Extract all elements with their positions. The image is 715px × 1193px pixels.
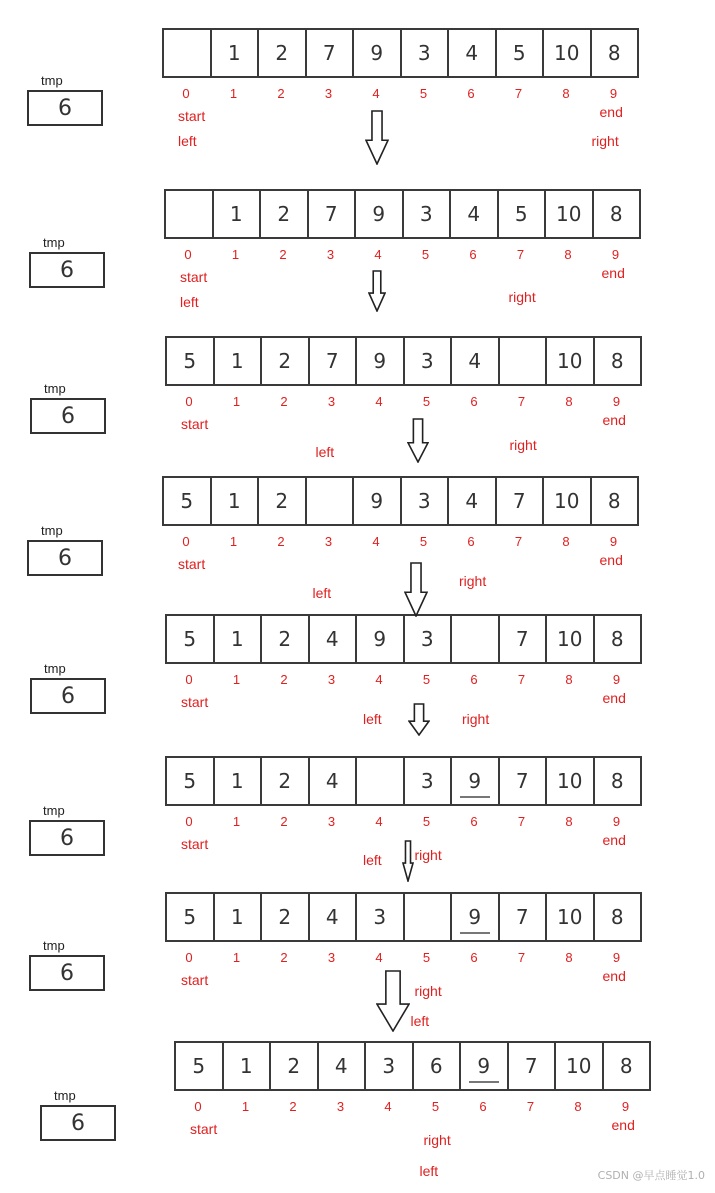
watermark: CSDN @早点睡觉1.0 (597, 1169, 705, 1182)
array-cell-5: 3 (400, 28, 450, 78)
array-cell-0: 5 (162, 476, 212, 526)
array-cell-9: 8 (602, 1041, 652, 1091)
index-label-9: 9 (612, 394, 621, 409)
array-cell-8: 10 (554, 1041, 604, 1091)
array-cell-0 (164, 189, 214, 239)
array-cell-6: 4 (450, 336, 500, 386)
array-row (165, 614, 642, 664)
array-cell-6: 4 (447, 28, 497, 78)
index-label-0: 0 (182, 534, 190, 549)
index-label-1: 1 (229, 534, 238, 549)
tmp-label: tmp (43, 235, 65, 250)
index-label-5: 5 (422, 950, 431, 965)
array-cell-5: 3 (403, 614, 453, 664)
tmp-box: 6 (27, 90, 103, 126)
array-cell-3: 7 (305, 28, 355, 78)
index-label-7: 7 (526, 1099, 535, 1114)
array-cell-9: 8 (593, 614, 643, 664)
array-cell-1: 1 (213, 892, 263, 942)
start-label: start (178, 556, 206, 572)
array-row (165, 892, 642, 942)
index-label-4: 4 (375, 672, 383, 687)
index-label-3: 3 (324, 86, 333, 101)
array-cell-4: 3 (364, 1041, 414, 1091)
array-row (165, 756, 642, 806)
right-pointer-label: right (423, 1132, 451, 1148)
array-cell-5: 3 (402, 189, 452, 239)
index-label-9: 9 (612, 950, 621, 965)
left-pointer-label: left (315, 444, 335, 460)
index-label-6: 6 (470, 950, 478, 965)
index-label-3: 3 (324, 534, 333, 549)
start-label: start (181, 836, 209, 852)
index-label-9: 9 (609, 534, 618, 549)
array-cell-9: 8 (593, 756, 643, 806)
array-cell-1: 1 (212, 189, 262, 239)
index-label-3: 3 (327, 950, 336, 965)
index-label-7: 7 (517, 672, 526, 687)
index-label-5: 5 (431, 1099, 440, 1114)
index-label-6: 6 (470, 814, 478, 829)
left-pointer-label: left (410, 1013, 430, 1029)
index-label-9: 9 (609, 86, 618, 101)
index-label-2: 2 (289, 1099, 297, 1114)
index-label-5: 5 (422, 672, 431, 687)
index-label-9: 9 (612, 672, 621, 687)
index-label-8: 8 (565, 394, 573, 409)
index-label-1: 1 (231, 247, 240, 262)
index-label-3: 3 (327, 394, 336, 409)
tmp-label: tmp (43, 803, 65, 818)
end-label: end (602, 832, 626, 848)
array-cell-8: 10 (545, 336, 595, 386)
index-label-1: 1 (229, 86, 238, 101)
end-label: end (602, 412, 626, 428)
tmp-box: 6 (29, 820, 105, 856)
index-label-5: 5 (422, 814, 431, 829)
array-cell-2: 2 (259, 189, 309, 239)
tmp-box: 6 (29, 252, 105, 288)
index-label-3: 3 (327, 814, 336, 829)
array-cell-5: 3 (403, 756, 453, 806)
array-cell-5: 6 (412, 1041, 462, 1091)
array-row (165, 336, 642, 386)
array-cell-7: 5 (497, 189, 547, 239)
tmp-label: tmp (41, 73, 63, 88)
index-label-7: 7 (514, 534, 523, 549)
array-cell-3: 4 (308, 756, 358, 806)
index-label-8: 8 (565, 672, 573, 687)
down-arrow-icon (402, 840, 414, 882)
array-cell-7: 7 (507, 1041, 557, 1091)
index-label-7: 7 (517, 394, 526, 409)
array-cell-2: 2 (260, 892, 310, 942)
tmp-label: tmp (41, 523, 63, 538)
right-pointer-label: right (414, 847, 442, 863)
array-cell-7: 7 (498, 892, 548, 942)
right-pointer-label: right (462, 711, 490, 727)
tmp-label: tmp (44, 381, 66, 396)
array-row (164, 189, 641, 239)
right-pointer-label: right (414, 983, 442, 999)
index-label-2: 2 (280, 950, 288, 965)
index-label-0: 0 (194, 1099, 202, 1114)
array-cell-4: 9 (352, 476, 402, 526)
index-label-6: 6 (470, 672, 478, 687)
index-label-7: 7 (514, 86, 523, 101)
array-cell-4: 9 (352, 28, 402, 78)
index-label-2: 2 (280, 394, 288, 409)
index-label-1: 1 (232, 950, 241, 965)
index-label-1: 1 (232, 672, 241, 687)
left-pointer-label: left (419, 1163, 439, 1179)
left-pointer-label: left (312, 585, 332, 601)
index-label-8: 8 (562, 534, 570, 549)
down-arrow-icon (408, 703, 430, 736)
array-cell-5: 3 (400, 476, 450, 526)
index-label-7: 7 (517, 814, 526, 829)
index-label-6: 6 (470, 394, 478, 409)
array-cell-2: 2 (269, 1041, 319, 1091)
tmp-box: 6 (40, 1105, 116, 1141)
array-cell-6: 4 (449, 189, 499, 239)
array-cell-4: 3 (355, 892, 405, 942)
array-cell-5: 3 (403, 336, 453, 386)
index-label-5: 5 (421, 247, 430, 262)
index-label-4: 4 (384, 1099, 392, 1114)
array-cell-6: 9 (450, 756, 500, 806)
array-cell-9: 8 (590, 476, 640, 526)
index-label-2: 2 (277, 86, 285, 101)
index-label-1: 1 (232, 394, 241, 409)
index-label-0: 0 (182, 86, 190, 101)
index-label-6: 6 (467, 534, 475, 549)
array-cell-4: 9 (354, 189, 404, 239)
index-label-3: 3 (336, 1099, 345, 1114)
array-cell-0: 5 (165, 336, 215, 386)
array-cell-7: 7 (498, 756, 548, 806)
tmp-label: tmp (43, 938, 65, 953)
index-label-9: 9 (611, 247, 620, 262)
array-cell-0: 5 (165, 756, 215, 806)
array-cell-3 (305, 476, 355, 526)
down-arrow-icon (407, 418, 429, 463)
tmp-box: 6 (29, 955, 105, 991)
array-cell-0 (162, 28, 212, 78)
cell-underline (460, 796, 490, 798)
index-label-3: 3 (326, 247, 335, 262)
tmp-box: 6 (30, 398, 106, 434)
array-cell-9: 8 (590, 28, 640, 78)
array-cell-2: 2 (260, 614, 310, 664)
index-label-4: 4 (372, 86, 380, 101)
cell-underline (469, 1081, 499, 1083)
left-pointer-label: left (363, 852, 382, 868)
array-cell-1: 1 (213, 614, 263, 664)
array-cell-1: 1 (210, 476, 260, 526)
array-cell-7: 7 (495, 476, 545, 526)
index-label-8: 8 (565, 814, 573, 829)
array-cell-3: 7 (308, 336, 358, 386)
index-label-2: 2 (277, 534, 285, 549)
index-label-6: 6 (479, 1099, 487, 1114)
array-cell-6: 9 (450, 892, 500, 942)
index-label-6: 6 (469, 247, 477, 262)
array-cell-0: 5 (174, 1041, 224, 1091)
start-label: start (190, 1121, 218, 1137)
array-cell-4: 9 (355, 614, 405, 664)
index-label-4: 4 (374, 247, 382, 262)
array-cell-8: 10 (545, 614, 595, 664)
index-label-2: 2 (280, 672, 288, 687)
right-pointer-label: right (459, 573, 487, 589)
index-label-8: 8 (564, 247, 572, 262)
array-cell-1: 1 (213, 756, 263, 806)
cell-underline (460, 932, 490, 934)
index-label-8: 8 (574, 1099, 582, 1114)
start-label: start (180, 269, 208, 285)
array-cell-5 (403, 892, 453, 942)
index-label-5: 5 (422, 394, 431, 409)
index-label-2: 2 (279, 247, 287, 262)
array-cell-9: 8 (593, 892, 643, 942)
index-label-5: 5 (419, 86, 428, 101)
array-cell-2: 2 (257, 476, 307, 526)
down-arrow-icon (404, 562, 428, 617)
left-pointer-label: left (363, 711, 382, 727)
down-arrow-icon (368, 270, 386, 312)
array-cell-9: 8 (592, 189, 642, 239)
array-row (162, 476, 639, 526)
index-label-0: 0 (185, 814, 193, 829)
index-label-5: 5 (419, 534, 428, 549)
index-label-0: 0 (185, 672, 193, 687)
array-row (162, 28, 639, 78)
start-label: start (181, 694, 209, 710)
index-label-7: 7 (517, 950, 526, 965)
tmp-box: 6 (30, 678, 106, 714)
index-label-1: 1 (232, 814, 241, 829)
tmp-label: tmp (44, 661, 66, 676)
array-cell-6 (450, 614, 500, 664)
array-cell-7: 7 (498, 614, 548, 664)
index-label-1: 1 (241, 1099, 250, 1114)
array-cell-0: 5 (165, 892, 215, 942)
start-label: start (181, 972, 209, 988)
left-pointer-label: left (180, 294, 199, 310)
array-cell-9: 8 (593, 336, 643, 386)
index-label-4: 4 (375, 394, 383, 409)
array-cell-8: 10 (544, 189, 594, 239)
start-label: start (178, 108, 206, 124)
array-cell-1: 1 (222, 1041, 272, 1091)
end-label: end (599, 552, 623, 568)
index-label-0: 0 (184, 247, 192, 262)
index-label-0: 0 (185, 394, 193, 409)
end-label: end (601, 265, 625, 281)
index-label-7: 7 (516, 247, 525, 262)
array-cell-7 (498, 336, 548, 386)
array-cell-2: 2 (260, 756, 310, 806)
array-cell-4 (355, 756, 405, 806)
left-pointer-label: left (178, 133, 197, 149)
right-pointer-label: right (591, 133, 619, 149)
array-cell-1: 1 (210, 28, 260, 78)
down-arrow-icon (376, 970, 410, 1032)
array-cell-8: 10 (542, 28, 592, 78)
index-label-4: 4 (372, 534, 380, 549)
tmp-box: 6 (27, 540, 103, 576)
array-cell-6: 9 (459, 1041, 509, 1091)
index-label-3: 3 (327, 672, 336, 687)
index-label-2: 2 (280, 814, 288, 829)
start-label: start (181, 416, 209, 432)
index-label-9: 9 (621, 1099, 630, 1114)
index-label-0: 0 (185, 950, 193, 965)
array-cell-3: 4 (317, 1041, 367, 1091)
end-label: end (611, 1117, 635, 1133)
array-cell-0: 5 (165, 614, 215, 664)
array-cell-4: 9 (355, 336, 405, 386)
array-cell-1: 1 (213, 336, 263, 386)
array-cell-8: 10 (542, 476, 592, 526)
array-cell-3: 4 (308, 892, 358, 942)
index-label-6: 6 (467, 86, 475, 101)
tmp-label: tmp (54, 1088, 76, 1103)
array-row (174, 1041, 651, 1091)
end-label: end (602, 968, 626, 984)
index-label-4: 4 (375, 950, 383, 965)
index-label-8: 8 (565, 950, 573, 965)
down-arrow-icon (365, 110, 389, 165)
index-label-8: 8 (562, 86, 570, 101)
index-label-4: 4 (375, 814, 383, 829)
array-cell-2: 2 (260, 336, 310, 386)
array-cell-8: 10 (545, 892, 595, 942)
array-cell-7: 5 (495, 28, 545, 78)
array-cell-8: 10 (545, 756, 595, 806)
array-cell-3: 4 (308, 614, 358, 664)
end-label: end (602, 690, 626, 706)
array-cell-6: 4 (447, 476, 497, 526)
end-label: end (599, 104, 623, 120)
array-cell-2: 2 (257, 28, 307, 78)
right-pointer-label: right (508, 289, 536, 305)
index-label-9: 9 (612, 814, 621, 829)
right-pointer-label: right (509, 437, 537, 453)
array-cell-3: 7 (307, 189, 357, 239)
